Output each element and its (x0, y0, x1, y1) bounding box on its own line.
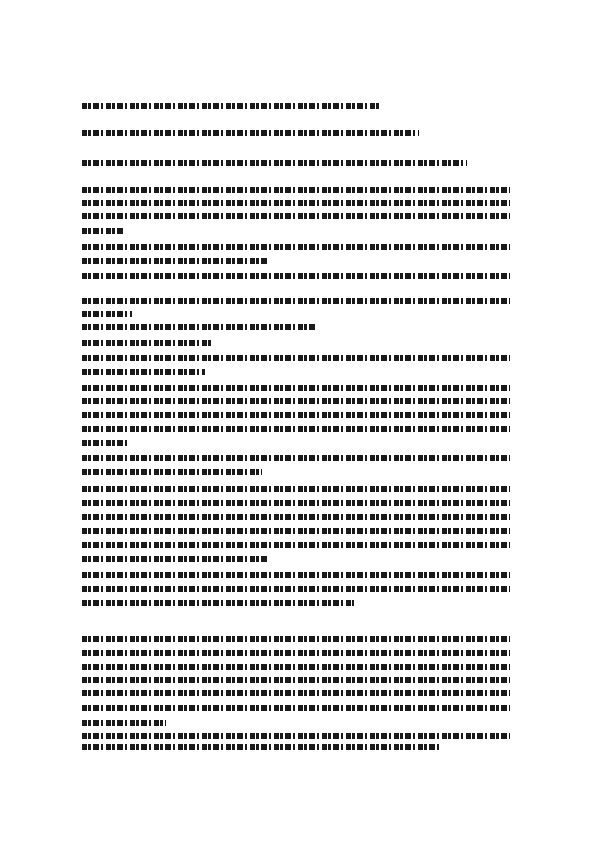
text-line (82, 103, 380, 109)
text-line (82, 412, 510, 418)
text-line (82, 200, 510, 206)
text-line (82, 486, 510, 492)
text-line (82, 572, 510, 578)
text-line (82, 664, 510, 670)
text-line (82, 542, 510, 548)
text-line (82, 556, 268, 562)
text-line (82, 130, 419, 136)
text-line (82, 600, 354, 606)
text-line (82, 586, 510, 592)
text-line (82, 455, 510, 461)
text-line (82, 340, 212, 346)
text-line (82, 258, 268, 264)
text-line (82, 213, 510, 219)
text-line (82, 273, 510, 279)
text-line (82, 385, 510, 391)
text-line (82, 528, 510, 534)
text-line (82, 355, 510, 361)
text-line (82, 690, 510, 696)
text-line (82, 244, 510, 250)
text-line (82, 398, 510, 404)
text-line (82, 160, 467, 166)
text-line (82, 650, 510, 656)
text-line (82, 324, 316, 330)
text-line (82, 636, 510, 642)
text-line (82, 500, 510, 506)
text-line (82, 677, 510, 683)
text-line (82, 720, 166, 726)
text-line (82, 369, 205, 375)
text-line (82, 228, 124, 234)
text-line (82, 311, 132, 317)
text-line (82, 744, 442, 750)
text-line (82, 733, 510, 739)
text-line (82, 514, 510, 520)
text-line (82, 298, 510, 304)
text-line (82, 469, 262, 475)
text-line (82, 187, 510, 193)
text-line (82, 440, 128, 446)
text-line (82, 705, 510, 711)
text-line (82, 426, 510, 432)
